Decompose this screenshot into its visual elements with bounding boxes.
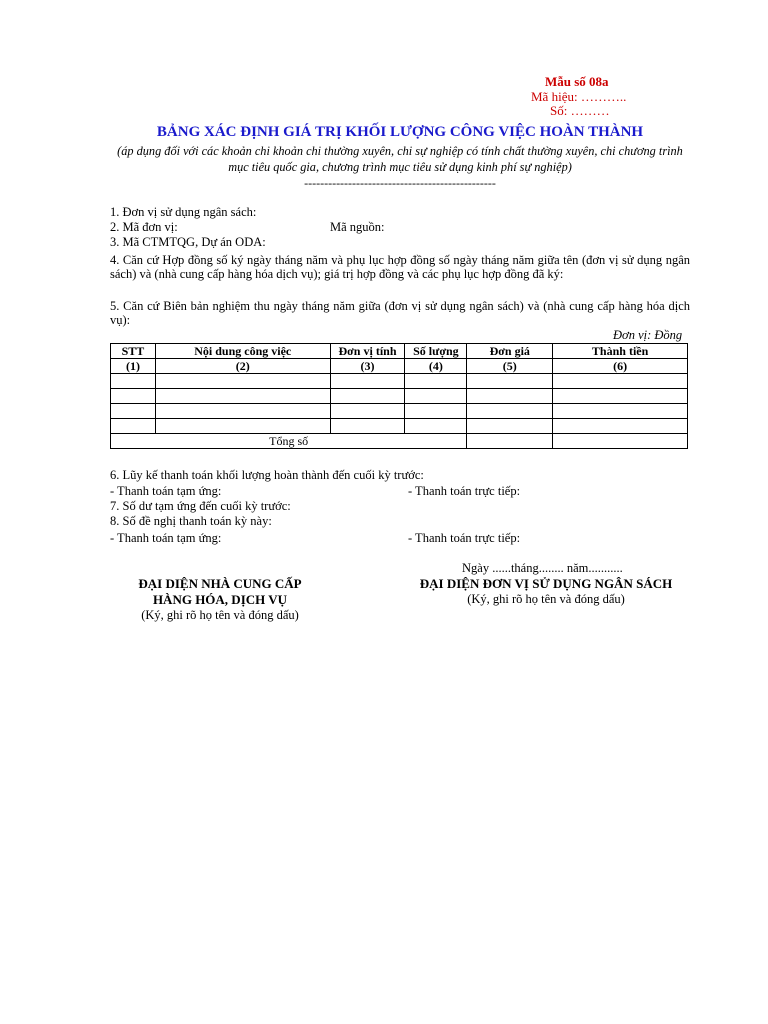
header-stt: STT (111, 344, 156, 359)
table-cell (553, 389, 688, 404)
budget-unit-rep-note: (Ký, ghi rõ họ tên và đóng dấu) (467, 592, 625, 606)
table-cell (467, 374, 553, 389)
direct-payment-2: - Thanh toán trực tiếp: (408, 531, 521, 545)
form-code: Mẫu số 08a (545, 74, 609, 89)
table-cell (467, 434, 553, 449)
table-cell (467, 404, 553, 419)
document-title: BẢNG XÁC ĐỊNH GIÁ TRỊ KHỐI LƯỢNG CÔNG VIỆC HOÀN THÀNH (156, 124, 644, 140)
header-content: Nội dung công việc (155, 344, 330, 359)
table-cell (155, 404, 330, 419)
item-3: 3. Mã CTMTQG, Dự án ODA: (110, 235, 266, 249)
supplier-rep-title: ĐẠI DIỆN NHÀ CUNG CẤP (138, 576, 302, 591)
table-cell (111, 419, 156, 434)
unit-label: Đơn vị: Đồng (613, 328, 683, 342)
col-number: (1) (111, 359, 156, 374)
table-row (111, 419, 688, 434)
table-row (111, 374, 688, 389)
table-header-row (111, 344, 688, 359)
table-cell (155, 419, 330, 434)
table-cell (553, 419, 688, 434)
advance-payment-2: - Thanh toán tạm ứng: (110, 531, 222, 545)
col-number: (3) (330, 359, 405, 374)
table-cell (405, 404, 467, 419)
table-cell (553, 374, 688, 389)
table-total-row (111, 434, 688, 449)
table-cell (155, 389, 330, 404)
table-row (111, 389, 688, 404)
divider-line: ------------------------------------------------ (304, 176, 496, 190)
table-cell (330, 419, 405, 434)
table-cell (111, 389, 156, 404)
table-number-row (111, 359, 688, 374)
table-cell (330, 389, 405, 404)
budget-unit-rep-title: ĐẠI DIỆN ĐƠN VỊ SỬ DỤNG NGÂN SÁCH (419, 576, 673, 591)
header-unit: Đơn vị tính (330, 344, 405, 359)
table-cell (111, 374, 156, 389)
header-unit-price: Đơn giá (467, 344, 553, 359)
table-cell (155, 374, 330, 389)
so-field: Số: ……… (550, 103, 610, 118)
item-1: 1. Đơn vị sử dụng ngân sách: (110, 205, 257, 219)
header-quantity: Số lượng (405, 344, 467, 359)
document-subtitle: (áp dụng đối với các khoản chi khoản chi thường xuyên, chi sự nghiệp có tính chất thường xuyên, chi chương trình mục tiêu quốc gia, chương trình mục tiêu sử dụng kinh phí sự nghiệp) (117, 144, 683, 174)
table-cell (553, 434, 688, 449)
item-4: 4. Căn cứ Hợp đồng số ký ngày tháng năm và phụ lục hợp đồng số ngày tháng năm giữa tên (đơn vị sử dụng ngân sách) và (nhà cung cấp hàng hóa dịch vụ); giá trị hợp đồng và các phụ lục hợp đồng đã ký: (110, 253, 690, 281)
advance-payment-1: - Thanh toán tạm ứng: (110, 484, 222, 498)
table-cell (405, 389, 467, 404)
table-cell (405, 374, 467, 389)
table-cell (330, 404, 405, 419)
item-5: 5. Căn cứ Biên bản nghiệm thu ngày tháng năm giữa (đơn vị sử dụng ngân sách) và (nhà cung cấp hàng hóa dịch vụ): (110, 299, 690, 327)
item-2-source: Mã nguồn: (330, 220, 385, 234)
date-line: Ngày ......tháng........ năm........... (462, 561, 623, 575)
supplier-rep-title-2: HÀNG HÓA, DỊCH VỤ (152, 592, 288, 607)
col-number: (2) (155, 359, 330, 374)
table-cell (405, 419, 467, 434)
item-8: 8. Số đề nghị thanh toán kỳ này: (110, 514, 272, 528)
direct-payment-1: - Thanh toán trực tiếp: (408, 484, 521, 498)
work-value-table (110, 343, 688, 449)
supplier-rep-note: (Ký, ghi rõ họ tên và đóng dấu) (141, 608, 299, 622)
col-number: (4) (405, 359, 467, 374)
item-6: 6. Lũy kế thanh toán khối lượng hoàn thành đến cuối kỳ trước: (110, 468, 424, 482)
table-cell (467, 419, 553, 434)
table-cell (111, 404, 156, 419)
table-cell (330, 374, 405, 389)
table-cell (553, 404, 688, 419)
item-7: 7. Số dư tạm ứng đến cuối kỳ trước: (110, 499, 291, 513)
table-row (111, 404, 688, 419)
table-cell (467, 389, 553, 404)
col-number: (6) (553, 359, 688, 374)
ma-hieu-field: Mã hiệu: ……….. (531, 89, 627, 104)
total-label: Tổng số (111, 434, 467, 449)
col-number: (5) (467, 359, 553, 374)
header-amount: Thành tiền (553, 344, 688, 359)
item-2: 2. Mã đơn vị: (110, 220, 178, 234)
